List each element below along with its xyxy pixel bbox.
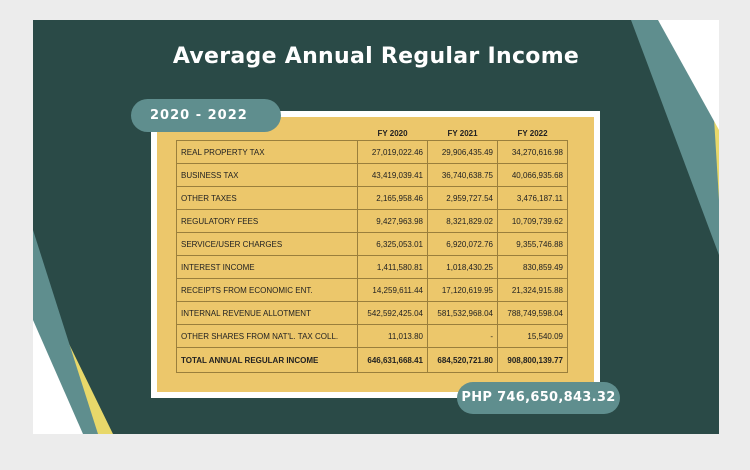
row-value: - <box>428 325 498 348</box>
slide <box>33 20 719 434</box>
header-fy2020: FY 2020 <box>377 128 408 138</box>
row-value: 17,120,619.95 <box>428 279 498 302</box>
row-value: 40,066,935.68 <box>498 164 568 187</box>
table-card <box>151 111 600 398</box>
period-badge: 2020 - 2022 <box>131 99 281 132</box>
row-value: 10,709,739.62 <box>498 210 568 233</box>
row-value: 9,427,963.98 <box>358 210 428 233</box>
row-label: INTEREST INCOME <box>177 256 358 279</box>
row-value: 646,631,668.41 <box>358 348 428 373</box>
row-value: 1,018,430.25 <box>428 256 498 279</box>
table-row <box>177 164 568 187</box>
row-value: 788,749,598.04 <box>498 302 568 325</box>
row-label: OTHER TAXES <box>177 187 358 210</box>
table-background <box>157 117 594 392</box>
row-value: 27,019,022.46 <box>358 141 428 164</box>
row-value: 15,540.09 <box>498 325 568 348</box>
table-row <box>177 279 568 302</box>
row-value: 9,355,746.88 <box>498 233 568 256</box>
row-value: 21,324,915.88 <box>498 279 568 302</box>
header-fy2022: FY 2022 <box>517 128 548 138</box>
row-value: 684,520,721.80 <box>428 348 498 373</box>
row-label: RECEIPTS FROM ECONOMIC ENT. <box>177 279 358 302</box>
table-row <box>177 141 568 164</box>
table-row <box>177 302 568 325</box>
row-label: BUSINESS TAX <box>177 164 358 187</box>
average-total-badge: PHP 746,650,843.32 <box>457 382 620 414</box>
row-value: 36,740,638.75 <box>428 164 498 187</box>
table-row <box>177 187 568 210</box>
row-value: 2,165,958.46 <box>358 187 428 210</box>
row-label: SERVICE/USER CHARGES <box>177 233 358 256</box>
row-value: 1,411,580.81 <box>358 256 428 279</box>
row-value: 2,959,727.54 <box>428 187 498 210</box>
table-row <box>177 210 568 233</box>
row-label: OTHER SHARES FROM NAT'L. TAX COLL. <box>177 325 358 348</box>
slide-title: Average Annual Regular Income <box>172 44 580 69</box>
row-value: 43,419,039.41 <box>358 164 428 187</box>
header-fy2021: FY 2021 <box>447 128 478 138</box>
row-value: 14,259,611.44 <box>358 279 428 302</box>
row-label: TOTAL ANNUAL REGULAR INCOME <box>177 348 358 373</box>
row-label: INTERNAL REVENUE ALLOTMENT <box>177 302 358 325</box>
row-value: 908,800,139.77 <box>498 348 568 373</box>
row-value: 34,270,616.98 <box>498 141 568 164</box>
row-value: 3,476,187.11 <box>498 187 568 210</box>
table-row <box>177 256 568 279</box>
income-table <box>176 126 568 373</box>
row-value: 542,592,425.04 <box>358 302 428 325</box>
table-row <box>177 233 568 256</box>
table-row <box>177 325 568 348</box>
row-value: 29,906,435.49 <box>428 141 498 164</box>
row-value: 6,325,053.01 <box>358 233 428 256</box>
row-value: 830,859.49 <box>498 256 568 279</box>
row-value: 581,532,968.04 <box>428 302 498 325</box>
row-value: 6,920,072.76 <box>428 233 498 256</box>
row-value: 8,321,829.02 <box>428 210 498 233</box>
table-total-row <box>177 348 568 373</box>
row-label: REGULATORY FEES <box>177 210 358 233</box>
row-label: REAL PROPERTY TAX <box>177 141 358 164</box>
row-value: 11,013.80 <box>358 325 428 348</box>
